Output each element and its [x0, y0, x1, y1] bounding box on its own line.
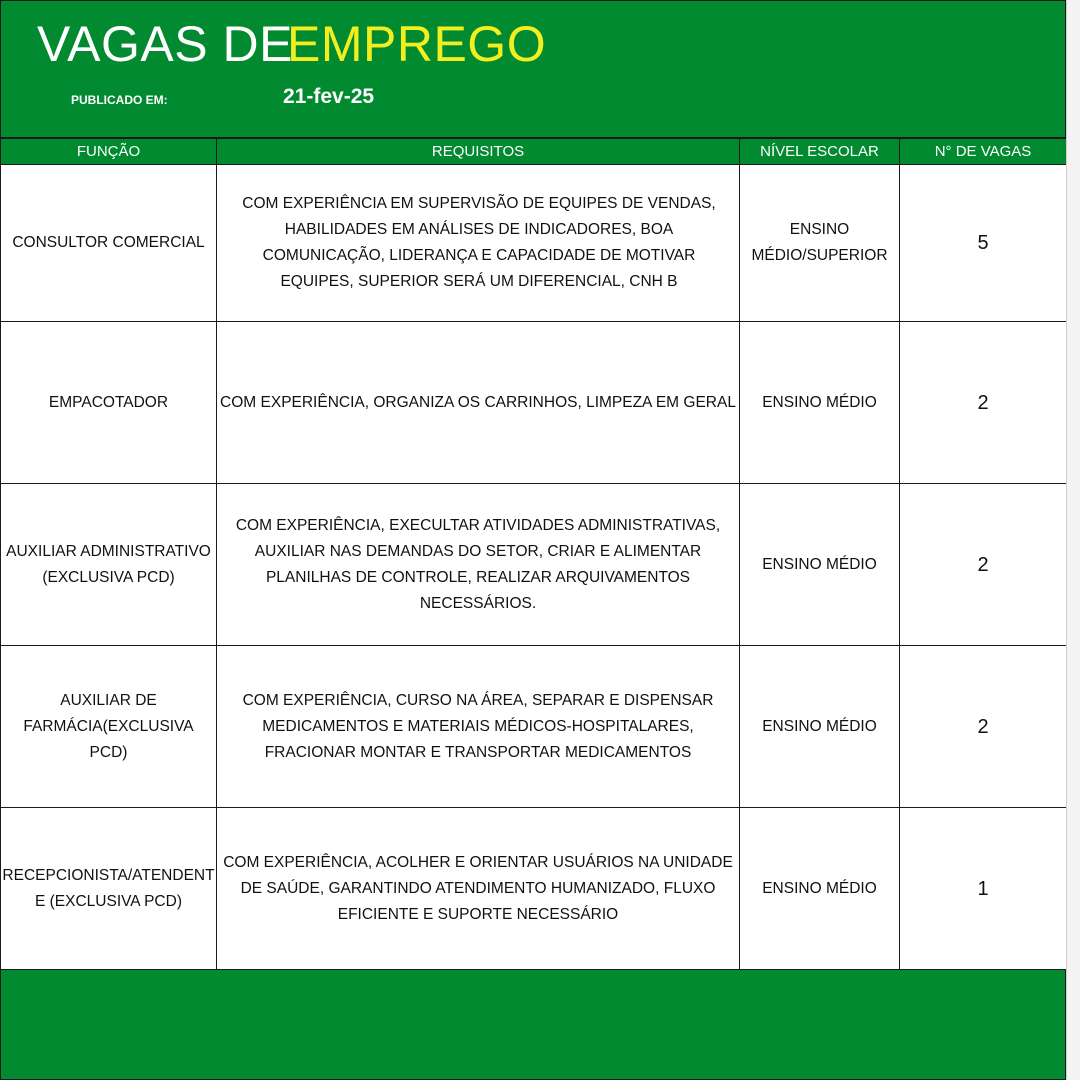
cell-nivel-escolar: ENSINO MÉDIO/SUPERIOR — [740, 165, 900, 322]
published-label: PUBLICADO EM: — [71, 93, 168, 107]
cell-funcao: CONSULTOR COMERCIAL — [1, 165, 217, 322]
page-edge — [1066, 0, 1080, 1080]
footer-banner — [0, 969, 1066, 1080]
cell-nivel-escolar: ENSINO MÉDIO — [740, 808, 900, 970]
table-row — [1, 484, 1067, 646]
cell-numero-vagas: 1 — [900, 808, 1067, 970]
table-row — [1, 322, 1067, 484]
cell-funcao: AUXILIAR DE FARMÁCIA(EXCLUSIVA PCD) — [1, 646, 217, 808]
column-header-funcao: FUNÇÃO — [1, 139, 217, 165]
table-row — [1, 808, 1067, 970]
cell-requisitos: COM EXPERIÊNCIA EM SUPERVISÃO DE EQUIPES DE VENDAS, HABILIDADES EM ANÁLISES DE INDICADORES, BOA COMUNICAÇÃO, LIDERANÇA E CAPACIDADE DE MOTIVAR EQUIPES, SUPERIOR SERÁ UM DIFERENCIAL, CNH B — [217, 165, 740, 322]
cell-numero-vagas: 2 — [900, 484, 1067, 646]
jobs-table — [0, 138, 1067, 970]
cell-numero-vagas: 2 — [900, 646, 1067, 808]
cell-nivel-escolar: ENSINO MÉDIO — [740, 484, 900, 646]
column-header-numero-vagas: N° DE VAGAS — [900, 139, 1067, 165]
table-row — [1, 165, 1067, 322]
table-header-row — [1, 139, 1067, 165]
cell-nivel-escolar: ENSINO MÉDIO — [740, 646, 900, 808]
cell-requisitos: COM EXPERIÊNCIA, ACOLHER E ORIENTAR USUÁRIOS NA UNIDADE DE SAÚDE, GARANTINDO ATENDIMENTO HUMANIZADO, FLUXO EFICIENTE E SUPORTE NECESSÁRIO — [217, 808, 740, 970]
cell-requisitos: COM EXPERIÊNCIA, EXECULTAR ATIVIDADES ADMINISTRATIVAS, AUXILIAR NAS DEMANDAS DO SETOR, CRIAR E ALIMENTAR PLANILHAS DE CONTROLE, REALIZAR ARQUIVAMENTOS NECESSÁRIOS. — [217, 484, 740, 646]
header-banner — [0, 0, 1066, 138]
table-row — [1, 646, 1067, 808]
cell-nivel-escolar: ENSINO MÉDIO — [740, 322, 900, 484]
cell-funcao: AUXILIAR ADMINISTRATIVO(EXCLUSIVA PCD) — [1, 484, 217, 646]
cell-numero-vagas: 5 — [900, 165, 1067, 322]
cell-funcao: RECEPCIONISTA/ATENDENTE (EXCLUSIVA PCD) — [1, 808, 217, 970]
title-vagas-de: VAGAS DE — [37, 16, 293, 72]
title-emprego: EMPREGO — [287, 16, 547, 72]
cell-requisitos: COM EXPERIÊNCIA, ORGANIZA OS CARRINHOS, LIMPEZA EM GERAL — [217, 322, 740, 484]
published-date: 21-fev-25 — [283, 85, 375, 108]
column-header-requisitos: REQUISITOS — [217, 139, 740, 165]
cell-numero-vagas: 2 — [900, 322, 1067, 484]
cell-funcao: EMPACOTADOR — [1, 322, 217, 484]
column-header-nivel-escolar: NÍVEL ESCOLAR — [740, 139, 900, 165]
cell-requisitos: COM EXPERIÊNCIA, CURSO NA ÁREA, SEPARAR E DISPENSAR MEDICAMENTOS E MATERIAIS MÉDICOS-HOSPITALARES, FRACIONAR MONTAR E TRANSPORTAR MEDICAMENTOS — [217, 646, 740, 808]
